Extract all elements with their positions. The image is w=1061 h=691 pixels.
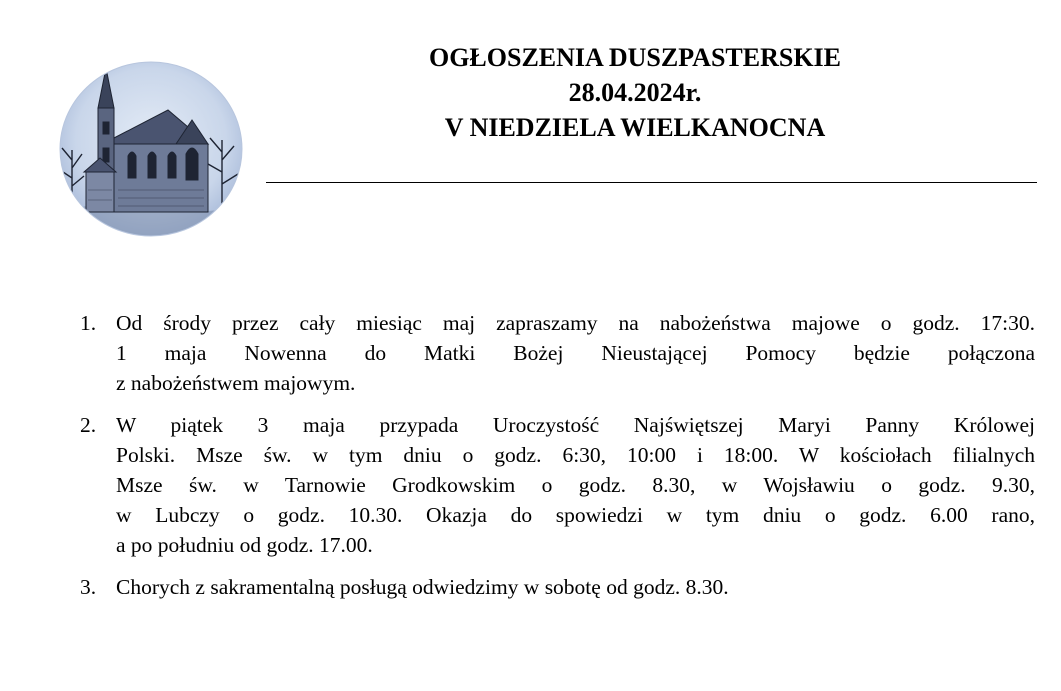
announcement-line: W piątek 3 maja przypada Uroczystość Najświętszej Maryi Panny Królowej [116,413,1035,437]
announcement-item [80,308,1035,398]
announcement-line: 1 maja Nowenna do Matki Bożej Nieustającej Pomocy będzie połączona [116,341,1035,365]
announcement-line: z nabożeństwem majowym. [116,371,356,395]
announcement-line: Od środy przez cały miesiąc maj zapraszamy na nabożeństwa majowe o godz. 17:30. [116,311,1035,335]
church-logo [58,60,244,238]
announcement-line: Msze św. w Tarnowie Grodkowskim o godz. 8.30, w Wojsławiu o godz. 9.30, [116,473,1035,497]
announcements-list [80,308,1035,614]
announcement-line: w Lubczy o godz. 10.30. Okazja do spowiedzi w tym dniu o godz. 6.00 rano, [116,503,1035,527]
announcement-line: Chorych z sakramentalną posługą odwiedzimy w sobotę od godz. 8.30. [116,575,729,599]
header [300,40,970,145]
header-divider [266,182,1037,183]
church-illustration-icon [58,60,244,238]
announcement-item [80,410,1035,560]
announcement-number: 3. [80,575,97,599]
header-subtitle: V NIEDZIELA WIELKANOCNA [444,113,826,142]
announcement-number: 1. [80,311,97,335]
announcement-item [80,572,1035,602]
announcement-number: 2. [80,413,97,437]
header-title: OGŁOSZENIA DUSZPASTERSKIE [428,43,842,72]
header-date: 28.04.2024r. [568,78,702,107]
announcement-line: a po południu od godz. 17.00. [116,533,373,557]
announcement-line: Polski. Msze św. w tym dniu o godz. 6:30, 10:00 i 18:00. W kościołach filialnych [116,443,1035,467]
